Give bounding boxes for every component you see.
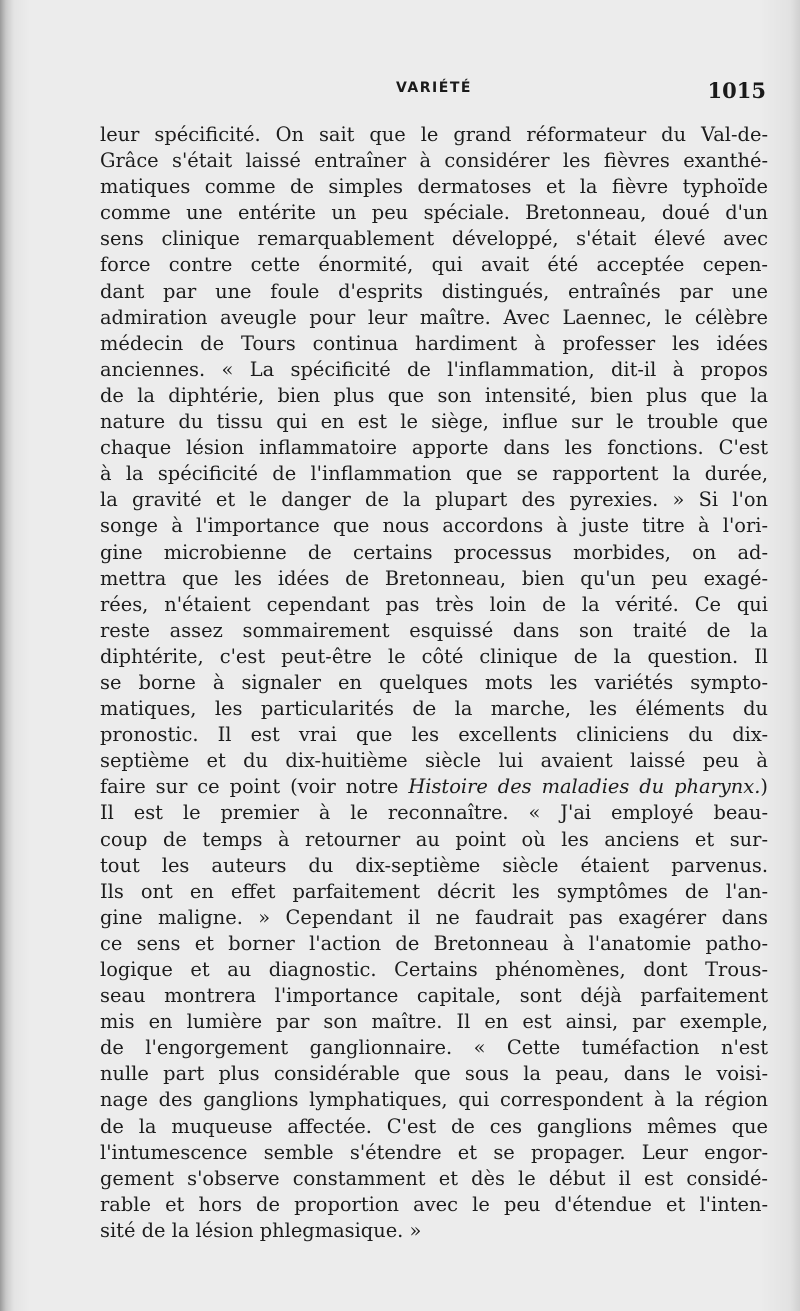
text-line: de la muqueuse affectée. C'est de ces ganglions mêmes que <box>100 1114 768 1138</box>
text-line: septième et du dix-huitième siècle lui avaient laissé peu à <box>100 749 768 773</box>
text-segment: faire sur ce point (voir notre <box>100 775 409 799</box>
text-line: nage des ganglions lymphatiques, qui correspondent à la région <box>100 1088 768 1112</box>
text-line: gement s'observe constamment et dès le début il est considé- <box>100 1166 768 1190</box>
text-line: matiques, les particularités de la marche, les éléments du <box>100 697 768 721</box>
text-line: leur spécificité. On sait que le grand réformateur du Val-de- <box>100 123 768 146</box>
page-header <box>102 80 766 110</box>
text-line: gine microbienne de certains processus morbides, on ad- <box>100 540 768 564</box>
text-line: sité de la lésion phlegmasique. » <box>100 1218 422 1242</box>
book-title-italic: Histoire des maladies du pharynx. <box>408 775 761 799</box>
text-line: mis en lumière par son maître. Il en est ainsi, par exemple, <box>100 1010 768 1034</box>
text-line: ce sens et borner l'action de Bretonneau à l'anatomie patho- <box>100 931 768 955</box>
text-line: Grâce s'était laissé entraîner à considérer les fièvres exanthé- <box>100 149 768 173</box>
text-line: admiration aveugle pour leur maître. Avec Laennec, le célèbre <box>100 305 768 329</box>
text-line: gine maligne. » Cependant il ne faudrait pas exagérer dans <box>100 905 768 929</box>
text-line: mettra que les idées de Bretonneau, bien qu'un peu exagé- <box>100 566 768 590</box>
text-line: reste assez sommairement esquissé dans son traité de la <box>100 618 768 642</box>
text-line: tout les auteurs du dix-septième siècle étaient parvenus. <box>100 853 768 877</box>
text-line: rées, n'étaient cependant pas très loin de la vérité. Ce qui <box>100 592 768 616</box>
text-line: pronostic. Il est vrai que les excellents cliniciens du dix- <box>100 723 768 747</box>
text-line: logique et au diagnostic. Certains phénomènes, dont Trous- <box>100 958 768 981</box>
text-line: de la diphtérie, bien plus que son intensité, bien plus que la <box>100 383 768 407</box>
body-text <box>100 122 768 1244</box>
text-line: nulle part plus considérable que sous la peau, dans le voisi- <box>100 1062 768 1086</box>
text-line: chaque lésion inflammatoire apporte dans les fonctions. C'est <box>100 436 768 460</box>
text-line: rable et hors de proportion avec le peu d'étendue et l'inten- <box>100 1192 768 1216</box>
text-line: force contre cette énormité, qui avait été acceptée cepen- <box>100 253 768 277</box>
text-line: anciennes. « La spécificité de l'inflammation, dit-il à propos <box>100 357 768 381</box>
text-line: de l'engorgement ganglionnaire. « Cette tuméfaction n'est <box>100 1036 768 1060</box>
text-line: sens clinique remarquablement développé, s'était élevé avec <box>100 227 768 251</box>
text-line: dant par une foule d'esprits distingués, entraînés par une <box>100 279 768 303</box>
text-line: comme une entérite un peu spéciale. Bretonneau, doué d'un <box>100 201 768 225</box>
text-line: l'intumescence semble s'étendre et se propager. Leur engor- <box>100 1140 768 1164</box>
text-segment: ) <box>760 775 768 799</box>
text-line: diphtérite, c'est peut-être le côté clinique de la question. Il <box>100 644 768 668</box>
text-line: coup de temps à retourner au point où les anciens et sur- <box>100 827 768 851</box>
running-head: VARIÉTÉ <box>396 80 472 96</box>
text-line: matiques comme de simples dermatoses et la fièvre typhoïde <box>100 175 768 199</box>
text-line: médecin de Tours continua hardiment à professer les idées <box>100 331 768 355</box>
text-line: à la spécificité de l'inflammation que se rapportent la durée, <box>100 462 768 486</box>
text-line: la gravité et le danger de la plupart des pyrexies. » Si l'on <box>100 488 768 512</box>
text-line: se borne à signaler en quelques mots les variétés sympto- <box>100 670 768 694</box>
text-line: songe à l'importance que nous accordons à juste titre à l'ori- <box>100 514 768 538</box>
text-line: Ils ont en effet parfaitement décrit les symptômes de l'an- <box>100 879 768 903</box>
text-line: Il est le premier à le reconnaître. « J'ai employé beau- <box>100 801 768 825</box>
text-line: seau montrera l'importance capitale, sont déjà parfaitement <box>100 984 768 1008</box>
text-line <box>100 774 768 800</box>
text-line: nature du tissu qui en est le siège, influe sur le trouble que <box>100 410 768 434</box>
page-number: 1015 <box>707 78 766 103</box>
